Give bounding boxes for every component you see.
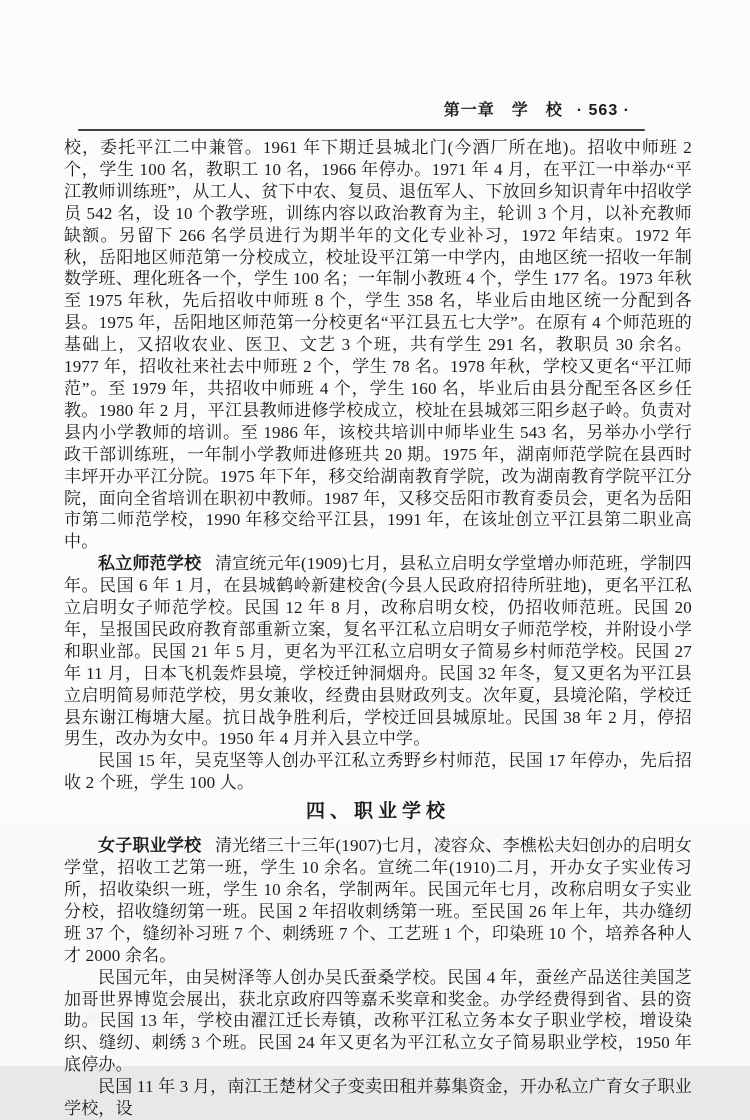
entry-term: 女子职业学校 (98, 836, 202, 856)
paragraph: 女子职业学校 清光绪三十三年(1907)七月，凌容众、李樵松夫妇创办的启明女学堂，招收工艺第一班，学生 10 余名。宣统二年(1910)二月，开办女子实业传习所，招收染织一班，学生 10 余名，学制两年。民国元年七月，改称启明女子实业分校，招收缝纫第一班。民国 2 年招收刺绣第一班。至民国 26 年上年，共办缝纫班 37 个，缝纫补习班 7 个、刺绣班 7 个、工艺班 1 个，印染班 10 个，培养各种人才 2000 余名。 (64, 836, 693, 965)
paragraph: 私立师范学校 清宣统元年(1909)七月，县私立启明女学堂增办师范班，学制四年。民国 6 年 1 月，在县城鹤岭新建校舍(今县人民政府招待所驻地)，更名平江私立启明女子师范学校。民国 12 年 8 月，改称启明女校，仍招收师范班。民国 20 年，呈报国民政府教育部重新立案，复名平江私立启明女子师范学校，并附设小学和职业部。民国 21 年 5 月，更名为平江私立启明女子简易乡村师范学校。民国 27 年 11 月，日本飞机轰炸县境，学校迁钟洞烟舟。民国 32 年冬，复又更名为平江县立启明简易师范学校，男女兼收，经费由县财政列支。次年夏，县境沦陷，学校迁县东谢江梅塘大屋。抗日战争胜利后，学校迁回县城原址。民国 38 年 2 月，停招男生，改办为女中。1950 年 4 月并入县立中学。 (64, 554, 693, 749)
paragraph: 民国元年，由吴树泽等人创办吴氏蚕桑学校。民国 4 年，蚕丝产品送往美国芝加哥世界博览会展出，获北京政府四等嘉禾奖章和奖金。办学经费得到省、县的资助。民国 13 年，学校由濯江迁长寿镇，改称平江私立务本女子职业学校，增设染织、缝纫、刺绣 3 个班。民国 24 年又更名为平江私立女子简易职业学校，1950 年底停办。 (64, 967, 692, 1075)
paragraph: 民国 15 年，吴克坚等人创办平江私立秀野乡村师范，民国 17 年停办，先后招收 2 个班，学生 100 人。 (64, 751, 692, 793)
paragraph: 民国 11 年 3 月，南江王楚材父子变卖田租并募集资金，开办私立广育女子职业学校，设 (64, 1077, 692, 1119)
section-heading: 四、职业学校 (305, 801, 450, 823)
chapter-title: 第一章 学 校 (443, 102, 563, 119)
paragraph: 校，委托平江二中兼管。1961 年下期迁县城北门(今酒厂所在地)。招收中师班 2 个，学生 100 名，教职工 10 名，1966 年停办。1971 年 4 月，在平江一中举办“平江教师训练班”，从工人、贫下中农、复员、退伍军人、下放回乡知识青年中招收学员 542 名，设 10 个教学班，训练内容以政治教育为主，轮训 3 个月，以补充教师缺额。另留下 266 名学员进行为期半年的文化专业补习，1972 年结束。1972 年秋，岳阳地区师范第一分校成立，校址设平江第一中学内，由地区统一招收一年制数学班、理化班各一个，学生 100 名；一年制小教班 4 个，学生 177 名。1973 年秋至 1975 年秋，先后招收中师班 8 个，学生 358 名，毕业后由地区统一分配到各县。1975 年，岳阳地区师范第一分校更名“平江县五七大学”。在原有 4 个师范班的基础上，又招收农业、医卫、文艺 3 个班，共有学生 291 名，教职员 30 余名。1977 年，招收社来社去中师班 2 个，学生 78 名。1978 年秋，学校又更名“平江师范”。至 1979 年，共招收中师班 4 个，学生 160 名，毕业后由县分配至各区乡任教。1980 年 2 月，平江县教师进修学校成立，校址在县城郊三阳乡赵子岭。负责对县内小学教师的培训。至 1986 年，该校共培训中师毕业生 543 名，另举办小学行政干部训练班，一年制小学教师进修班共 20 期。1975 年，湖南师范学院在县西时丰坪开办平江分院。1975 年下年，移交给湖南教育学院，改为湖南教育学院平江分院，面向全省培训在职初中教师。1987 年，又移交岳阳市教育委员会，更名为岳阳市第二师范学校，1990 年移交给平江县，1991 年，在该址创立平江县第二职业高中。 (64, 138, 692, 552)
entry-term: 私立师范学校 (98, 554, 202, 574)
page-number: · 563 · (576, 102, 630, 119)
page-body (64, 137, 692, 1120)
header-rule (78, 129, 645, 131)
running-head (78, 101, 630, 121)
